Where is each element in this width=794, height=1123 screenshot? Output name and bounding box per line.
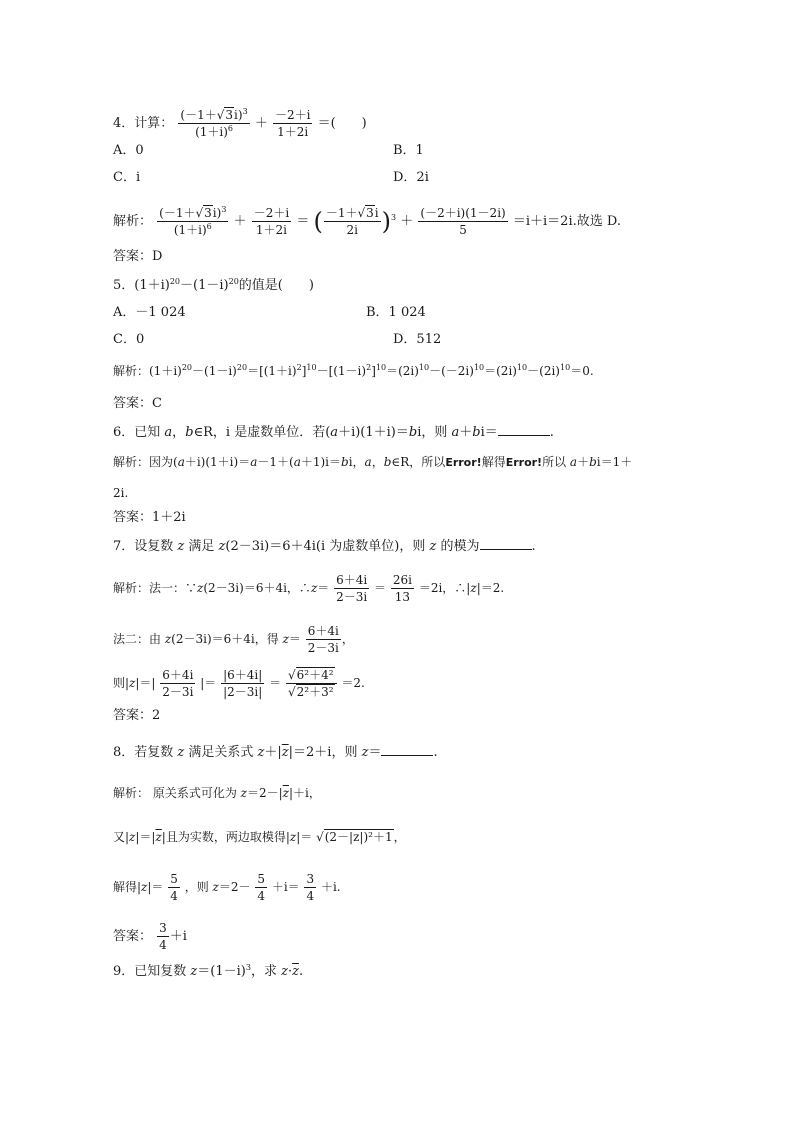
q8-answer: 答案： $\frac{3}{4}$ ＋i bbox=[113, 921, 187, 952]
q4-option-a: A．0 bbox=[113, 143, 144, 158]
q4-answer: 答案：D bbox=[113, 249, 163, 264]
q6-solution-wrap: 2i. bbox=[113, 486, 129, 500]
q8-solution-line-1: 解析： 原关系式可化为 $z=2-|\overline{z}|+i$， bbox=[113, 786, 321, 800]
q5-question: 5．$(1+i)^{20}-(1-i)^{20}$的值是( ) bbox=[113, 277, 314, 293]
q6-answer-blank bbox=[498, 424, 550, 436]
q9-question: 9．已知复数 $z=(1-i)^3$，求 $z\cdot\overline{z}$. bbox=[113, 963, 304, 979]
q4-solution: 解析： $\frac{(-1+√3i)^3}{(1+i)^6}$ ＋ $\frac{-2+i}{1+2i}$ ＝ ( $\frac{-1+√3i}{2i}$ )$^3$ ＋ $\frac{(-2+i)(1-2i)}{5}$ ＝i＋i＝2i.故选 D. bbox=[113, 205, 621, 237]
q8-solution-line-2: 又$|z|=|\overline{z}|$且为实数，两边取模得|z|＝ √(2－|z|)²＋1， bbox=[113, 830, 406, 844]
q5-solution: 解析：$(1+i)^{20}-(1-i)^{20}=[(1+i)^2]^{10}-[(1-i)^2]^{10}=(2i)^{10}-(-2i)^{10}=(2i)^{10}-(2i)^{10}=0$. bbox=[113, 363, 594, 378]
q7-solution-method-2: 法二：由 z(2－3i)＝6＋4i，得 z＝ $\frac{6+4i}{2-3i}$ ， bbox=[113, 624, 354, 655]
q4-suffix: ＝( ) bbox=[317, 116, 367, 131]
q5-option-a: A．－1 024 bbox=[113, 305, 186, 320]
q7-solution-method-1: 解析：法一：∵z(2－3i)＝6＋4i，∴z＝ $\frac{6+4i}{2-3i}$ ＝ $\frac{26i}{13}$ ＝2i，∴|z|＝2. bbox=[113, 573, 505, 604]
error-text-2: Error! bbox=[505, 456, 543, 469]
q4-option-c: C．i bbox=[113, 170, 141, 185]
q5-option-b: B．1 024 bbox=[366, 305, 426, 320]
q4-fraction-2: $\frac{-2+i}{1+2i}$ bbox=[274, 108, 311, 139]
q4-fraction-1: $\frac{(-1+√3i)^3}{(1+i)^6}$ bbox=[180, 107, 248, 139]
q5-option-d: D．512 bbox=[393, 332, 442, 347]
q4-question: 4．计算： $\frac{(-1+√3i)^3}{(1+i)^6}$ ＋ $\frac{-2+i}{1+2i}$ ＝( ) bbox=[113, 107, 367, 139]
q7-answer: 答案：2 bbox=[113, 708, 161, 723]
q8-answer-blank bbox=[381, 744, 433, 756]
q4-prefix: 4．计算： bbox=[113, 116, 174, 131]
error-text-1: Error! bbox=[445, 456, 482, 469]
q7-answer-blank bbox=[480, 538, 532, 550]
q5-option-c: C．0 bbox=[113, 332, 145, 347]
q5-answer: 答案：C bbox=[113, 396, 162, 411]
q6-question: 6．已知 a，b∈R，i 是虚数单位．若(a＋i)(1＋i)＝bi，则 a＋bi＝ . bbox=[113, 425, 554, 440]
q6-solution: 解析：因为(a＋i)(1＋i)＝a－1＋(a＋1)i＝bi，a，b∈R，所以Error!解得Error!所以 a＋bi＝1＋ bbox=[113, 455, 633, 469]
q4-option-d: D．2i bbox=[393, 170, 429, 185]
q7-solution-method-2-cont: 则|z|＝| $\frac{6+4i}{2-3i}$ |＝ $\frac{|6+4i|}{|2-3i|}$ ＝ $\frac{\text{√6²＋4²}}{\text{√2²＋3²}}$ ＝2. bbox=[113, 668, 365, 699]
q8-solution-line-3: 解得|z|＝ $\frac{5}{4}$ ，则 z＝2－ $\frac{5}{4}$ ＋i＝ $\frac{3}{4}$ ＋i. bbox=[113, 872, 341, 903]
q8-question: 8．若复数 z 满足关系式 $z+|\overline{z}|=2+i$，则 z＝ . bbox=[113, 745, 438, 760]
q4-option-b: B．1 bbox=[393, 143, 424, 158]
q7-question: 7．设复数 z 满足 z(2－3i)＝6＋4i(i 为虚数单位)，则 z 的模为 . bbox=[113, 539, 536, 554]
q6-answer: 答案：1＋2i bbox=[113, 510, 186, 525]
